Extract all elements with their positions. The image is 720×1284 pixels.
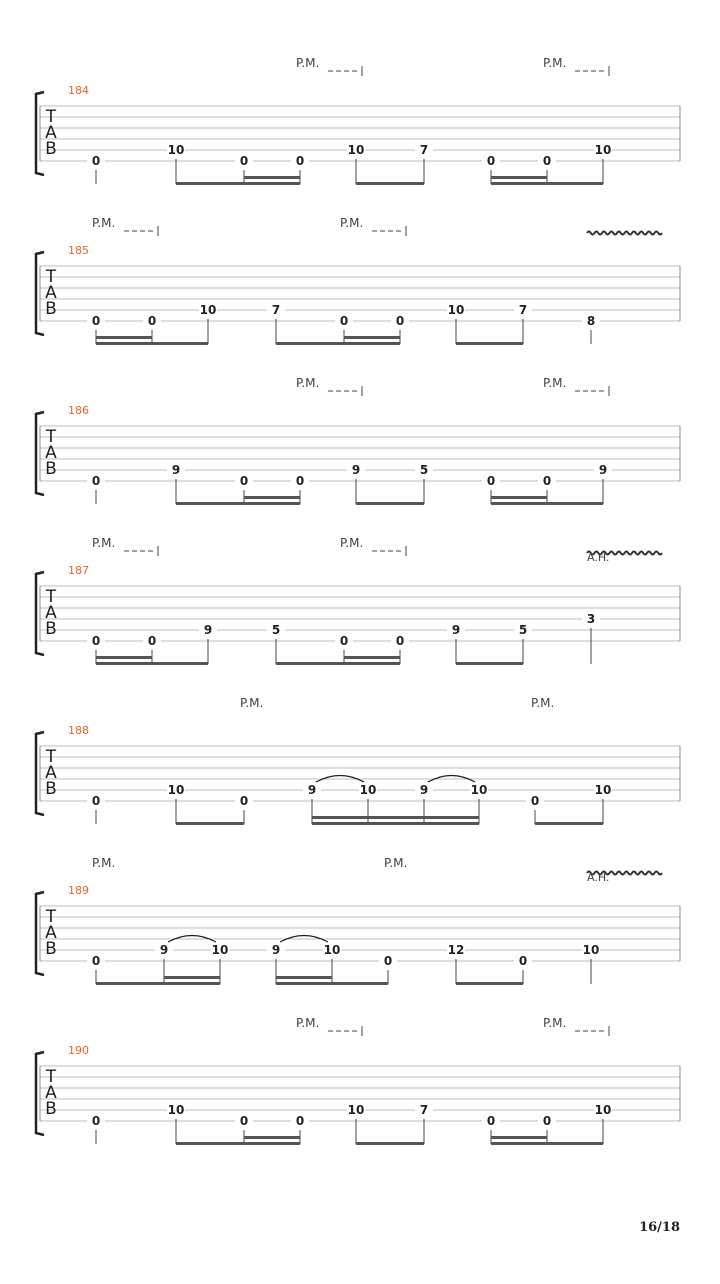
tab-clef-letter: A [45, 123, 57, 143]
beam-primary [356, 182, 424, 185]
beam-secondary [491, 1136, 547, 1139]
vibrato-mark [587, 232, 662, 235]
beam-secondary [244, 176, 300, 179]
beam-primary [356, 502, 424, 505]
fret-number: 0 [91, 1114, 101, 1128]
tab-system [36, 56, 680, 185]
tab-system [36, 536, 680, 665]
fret-number: 10 [199, 303, 217, 317]
fret-number: 5 [419, 463, 429, 477]
beam-secondary [276, 976, 332, 979]
fret-number: 0 [542, 1114, 552, 1128]
fret-number: 0 [486, 474, 496, 488]
beam-secondary [344, 656, 400, 659]
tab-clef-letter: T [45, 427, 57, 447]
fret-number: 0 [486, 1114, 496, 1128]
fret-number: 7 [518, 303, 528, 317]
beam-primary [312, 822, 479, 825]
fret-number: 0 [518, 954, 528, 968]
beam-secondary [491, 176, 547, 179]
beam-secondary [312, 816, 479, 819]
fret-number: 10 [167, 783, 185, 797]
fret-number: 9 [159, 943, 169, 957]
measure-number: 189 [68, 884, 89, 897]
fret-number: 0 [239, 794, 249, 808]
tab-clef-letter: T [45, 1067, 57, 1087]
fret-number: 7 [271, 303, 281, 317]
tab-clef-letter: T [45, 587, 57, 607]
fret-number: 3 [586, 612, 596, 626]
palm-mute-label: P.M. [340, 216, 364, 230]
measure-number: 188 [68, 724, 89, 737]
beam-primary [276, 342, 400, 345]
fret-number: 0 [542, 474, 552, 488]
fret-number: 0 [147, 314, 157, 328]
beam-primary [96, 662, 208, 665]
fret-number: 9 [598, 463, 608, 477]
tab-clef-letter: T [45, 747, 57, 767]
beam-primary [356, 1142, 424, 1145]
tab-clef-letter: B [45, 459, 57, 479]
tab-clef-letter: T [45, 267, 57, 287]
tab-system [36, 856, 680, 985]
beam-secondary [96, 336, 152, 339]
tab-system [36, 696, 680, 825]
fret-number: 10 [347, 143, 365, 157]
beam-primary [176, 822, 244, 825]
fret-number: 10 [594, 783, 612, 797]
harmonic-label: A.H. [587, 551, 610, 564]
palm-mute-label: P.M. [92, 856, 116, 870]
tab-clef-letter: A [45, 1083, 57, 1103]
palm-mute-label: P.M. [296, 56, 320, 70]
fret-number: 10 [323, 943, 341, 957]
fret-number: 0 [147, 634, 157, 648]
fret-number: 0 [486, 154, 496, 168]
beam-primary [491, 182, 603, 185]
fret-number: 12 [447, 943, 465, 957]
fret-number: 8 [586, 314, 596, 328]
fret-number: 10 [167, 1103, 185, 1117]
fret-number: 0 [91, 954, 101, 968]
tab-clef-letter: A [45, 923, 57, 943]
palm-mute-label: P.M. [92, 216, 116, 230]
fret-number: 0 [295, 1114, 305, 1128]
fret-number: 0 [91, 634, 101, 648]
tab-clef-letter: A [45, 603, 57, 623]
beam-primary [276, 662, 400, 665]
tab-clef-letter: B [45, 139, 57, 159]
measure-number: 190 [68, 1044, 89, 1057]
beam-primary [491, 502, 603, 505]
beam-secondary [244, 496, 300, 499]
tab-clef-letter: B [45, 619, 57, 639]
beam-primary [456, 662, 523, 665]
beam-primary [456, 342, 523, 345]
fret-number: 0 [239, 154, 249, 168]
palm-mute-label: P.M. [296, 376, 320, 390]
beam-secondary [491, 496, 547, 499]
fret-number: 5 [271, 623, 281, 637]
fret-number: 9 [307, 783, 317, 797]
fret-number: 10 [447, 303, 465, 317]
fret-number: 10 [359, 783, 377, 797]
beam-primary [176, 1142, 300, 1145]
fret-number: 9 [451, 623, 461, 637]
fret-number: 7 [419, 143, 429, 157]
beam-primary [96, 342, 208, 345]
fret-number: 10 [594, 143, 612, 157]
fret-number: 9 [171, 463, 181, 477]
fret-number: 10 [582, 943, 600, 957]
fret-number: 10 [470, 783, 488, 797]
beam-secondary [164, 976, 220, 979]
tab-clef-letter: T [45, 107, 57, 127]
palm-mute-label: P.M. [92, 536, 116, 550]
fret-number: 5 [518, 623, 528, 637]
beam-primary [456, 982, 523, 985]
tab-clef-letter: A [45, 763, 57, 783]
fret-number: 0 [91, 794, 101, 808]
measure-number: 185 [68, 244, 89, 257]
tab-clef-letter: B [45, 779, 57, 799]
page-number: 16/18 [639, 1220, 680, 1235]
palm-mute-label: P.M. [384, 856, 408, 870]
tab-clef-letter: A [45, 283, 57, 303]
fret-number: 0 [395, 634, 405, 648]
palm-mute-label: P.M. [340, 536, 364, 550]
fret-number: 0 [295, 474, 305, 488]
beam-secondary [244, 1136, 300, 1139]
fret-number: 0 [383, 954, 393, 968]
beam-secondary [96, 656, 152, 659]
fret-number: 0 [339, 314, 349, 328]
fret-number: 0 [295, 154, 305, 168]
fret-number: 0 [339, 634, 349, 648]
beam-primary [176, 502, 300, 505]
palm-mute-label: P.M. [543, 1016, 567, 1030]
tab-system [36, 376, 680, 505]
harmonic-label: A.H. [587, 871, 610, 884]
tab-clef-letter: B [45, 939, 57, 959]
beam-primary [96, 982, 220, 985]
fret-number: 10 [211, 943, 229, 957]
measure-number: 184 [68, 84, 89, 97]
fret-number: 0 [542, 154, 552, 168]
fret-number: 10 [594, 1103, 612, 1117]
palm-mute-label: P.M. [531, 696, 555, 710]
fret-number: 10 [347, 1103, 365, 1117]
fret-number: 0 [91, 154, 101, 168]
fret-number: 0 [91, 474, 101, 488]
fret-number: 0 [395, 314, 405, 328]
fret-number: 0 [239, 474, 249, 488]
fret-number: 9 [419, 783, 429, 797]
fret-number: 10 [167, 143, 185, 157]
tab-clef-letter: B [45, 299, 57, 319]
palm-mute-label: P.M. [543, 56, 567, 70]
tab-clef-letter: T [45, 907, 57, 927]
tab-clef-letter: B [45, 1099, 57, 1119]
measure-number: 186 [68, 404, 89, 417]
fret-number: 0 [530, 794, 540, 808]
fret-number: 0 [91, 314, 101, 328]
fret-number: 0 [239, 1114, 249, 1128]
measure-number: 187 [68, 564, 89, 577]
tab-system [36, 216, 680, 345]
beam-primary [491, 1142, 603, 1145]
beam-primary [535, 822, 603, 825]
fret-number: 9 [203, 623, 213, 637]
fret-number: 7 [419, 1103, 429, 1117]
beam-primary [276, 982, 388, 985]
tab-system [36, 1016, 680, 1145]
fret-number: 9 [351, 463, 361, 477]
tab-clef-letter: A [45, 443, 57, 463]
palm-mute-label: P.M. [296, 1016, 320, 1030]
palm-mute-label: P.M. [240, 696, 264, 710]
fret-number: 9 [271, 943, 281, 957]
palm-mute-label: P.M. [543, 376, 567, 390]
beam-secondary [344, 336, 400, 339]
beam-primary [176, 182, 300, 185]
